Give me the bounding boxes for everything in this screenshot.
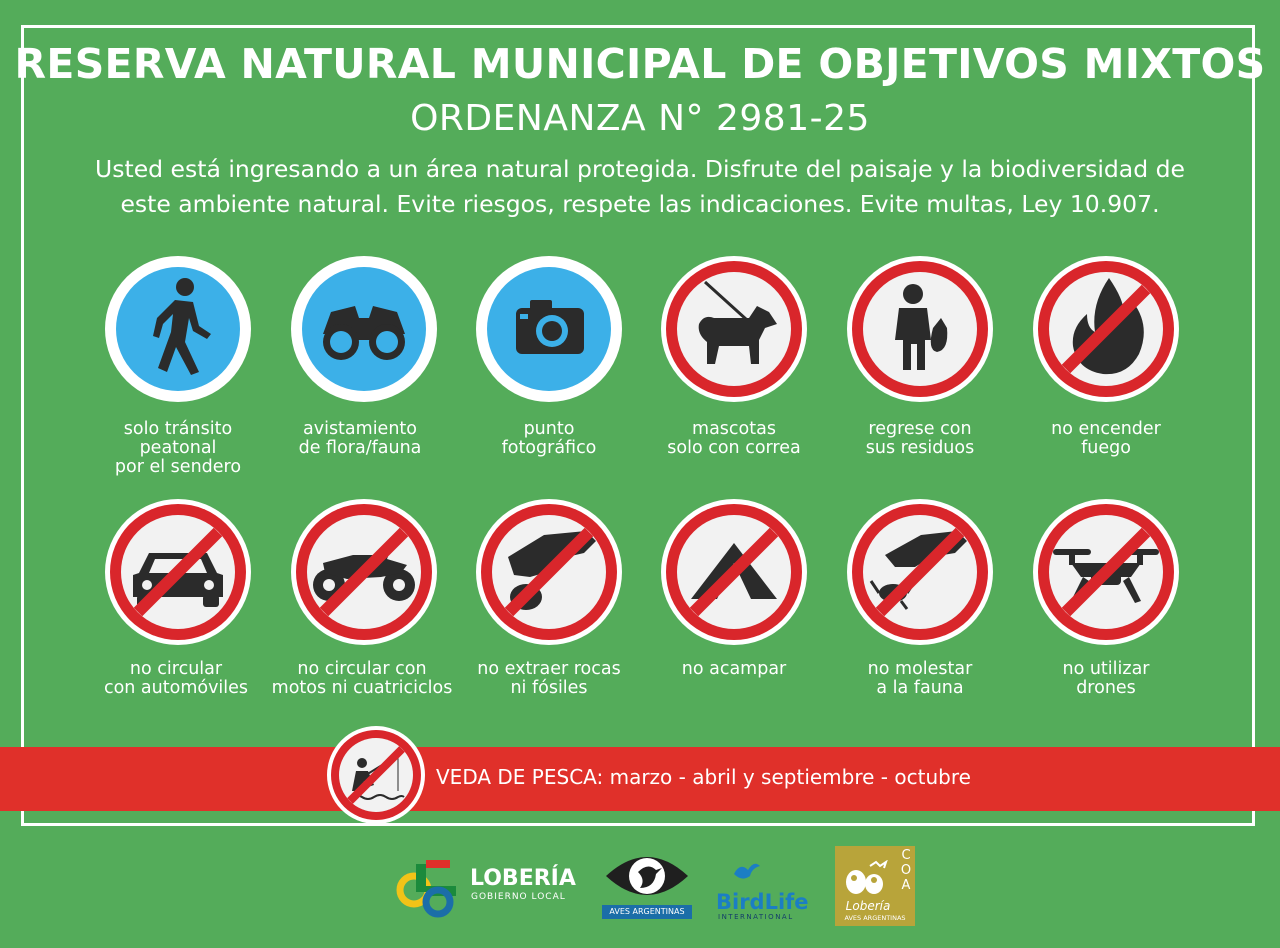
label-no-fire	[996, 420, 1216, 458]
sign-label-line: no utilizar	[1062, 659, 1150, 679]
camera-icon	[516, 300, 584, 354]
sign-label-line: por el sendero	[114, 457, 242, 477]
sign-trash	[845, 254, 995, 404]
birdlife-label: BirdLife	[716, 890, 809, 914]
sign-no-rocks	[474, 497, 624, 647]
intro-text	[30, 152, 1250, 222]
sign-no-camping	[659, 497, 809, 647]
coa-subtitle: AVES ARGENTINAS	[844, 914, 906, 922]
sign-label-line: no extraer rocas	[477, 659, 621, 679]
label-no-drones	[996, 660, 1216, 698]
loberia-name: LOBERÍA	[470, 866, 576, 891]
sign-label-line: de flora/fauna	[298, 438, 422, 458]
fishing-ban-months: marzo - abril y septiembre - octubre	[603, 765, 971, 789]
sign-binoculars	[289, 254, 439, 404]
coa-letters: C O A	[900, 848, 912, 893]
aves-argentinas-label: AVES ARGENTINAS	[602, 905, 692, 919]
sign-label-line: regrese con	[868, 419, 972, 439]
birdlife-subtitle: INTERNATIONAL	[718, 913, 794, 921]
sign-label-line: sus residuos	[865, 438, 975, 458]
coa-birds-icon	[840, 860, 894, 896]
sign-label-line: con automóviles	[103, 678, 249, 698]
sign-no-car	[103, 497, 253, 647]
coa-place: Lobería	[845, 899, 891, 913]
sign-label-line: fuego	[1081, 438, 1131, 458]
intro-line-2: este ambiente natural. Evite riesgos, respete las indicaciones. Evite multas, Ley 10.907.	[120, 190, 1160, 218]
birdlife-bird-icon	[732, 860, 762, 886]
sign-title: RESERVA NATURAL MUNICIPAL DE OBJETIVOS MIXTOS	[14, 40, 1266, 88]
eye-bird-icon	[604, 848, 690, 904]
sign-no-fire	[1031, 254, 1181, 404]
sign-label-line: no circular con	[297, 659, 427, 679]
sign-no-drones	[1031, 497, 1181, 647]
sign-label-line: mascotas	[692, 419, 776, 439]
sign-label-line: no circular	[129, 659, 223, 679]
sign-label-line: solo con correa	[667, 438, 801, 458]
sign-label-line: motos ni cuatriciclos	[271, 678, 453, 698]
sign-label-line: drones	[1076, 678, 1136, 698]
label-binoculars	[250, 420, 470, 458]
sign-no-fishing	[326, 725, 426, 825]
sign-walking	[103, 254, 253, 404]
sign-label-line: ni fósiles	[510, 678, 588, 698]
sign-label-line: no acampar	[681, 659, 787, 679]
sign-label-line: a la fauna	[876, 678, 964, 698]
sign-camera	[474, 254, 624, 404]
sign-label-line: solo tránsito	[123, 419, 233, 439]
ordinance-number: ORDENANZA N° 2981-25	[410, 98, 870, 139]
sign-label-line: peatonal	[139, 438, 217, 458]
sign-dog-leash	[659, 254, 809, 404]
sign-label-line: fotográfico	[501, 438, 597, 458]
fishing-ban-text	[436, 765, 971, 789]
intro-line-1: Usted está ingresando a un área natural protegida. Disfrute del paisaje y la biodiversidad de	[95, 155, 1185, 183]
loberia-subtitle: GOBIERNO LOCAL	[471, 892, 566, 902]
sign-no-quad	[289, 497, 439, 647]
sign-no-disturb-fauna	[845, 497, 995, 647]
sign-label-line: no molestar	[867, 659, 973, 679]
loberia-emblem-icon	[396, 856, 466, 920]
sign-label-line: punto	[523, 419, 575, 439]
sign-label-line: avistamiento	[303, 419, 417, 439]
sign-label-line: no encender	[1051, 419, 1161, 439]
fishing-ban-label: VEDA DE PESCA:	[436, 765, 604, 789]
